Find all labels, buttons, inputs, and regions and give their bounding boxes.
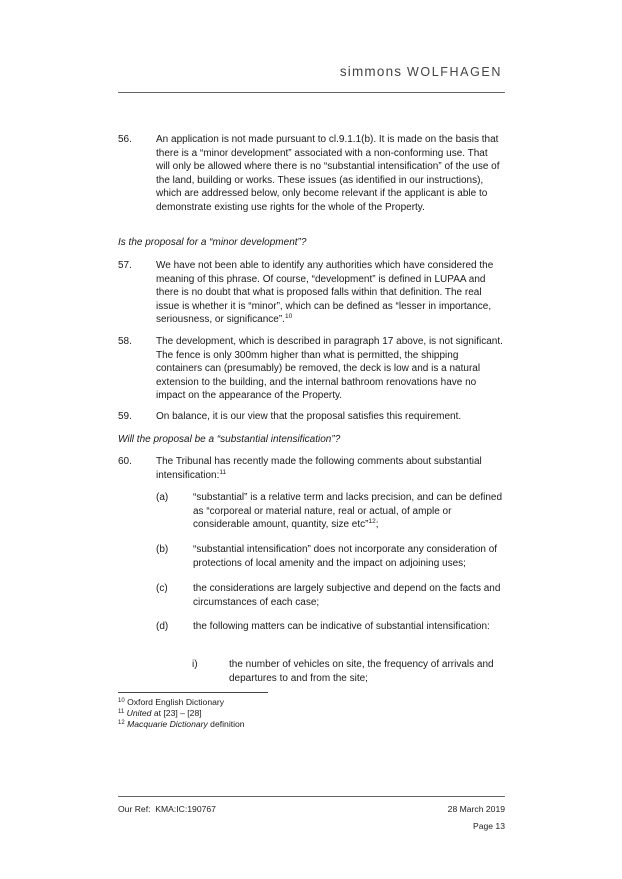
- sub-item-c: [156, 582, 516, 609]
- paragraph-text: On balance, it is our view that the proposal satisfies this requirement.: [156, 411, 462, 422]
- sub-item-tail: ;: [375, 519, 379, 531]
- paragraph-60: [118, 455, 518, 482]
- section-heading-minor-development: Is the proposal for a “minor development”?: [118, 237, 307, 248]
- paragraph-59: [118, 410, 518, 424]
- header-rule: [118, 92, 505, 93]
- footnote-number: 10: [118, 698, 125, 704]
- footnote-11: [118, 708, 202, 719]
- paragraph-number: 57.: [118, 260, 132, 271]
- paragraph-text: [156, 259, 504, 327]
- footnote-text: Oxford English Dictionary: [127, 697, 225, 707]
- sub-item-label: (d): [156, 621, 169, 632]
- sub-sub-item-text: the number of vehicles on site, the frequency of arrivals and departures to and from the site;: [229, 659, 494, 684]
- paragraph-58: [118, 335, 518, 403]
- paragraph-number: 58.: [118, 336, 132, 347]
- paragraph-text: [156, 455, 504, 482]
- sub-item-label: (b): [156, 544, 169, 555]
- footnote-12: [118, 719, 245, 730]
- paragraph-number: 56.: [118, 134, 132, 145]
- sub-item-label: (c): [156, 583, 168, 594]
- footnote-rule: [118, 692, 268, 693]
- footer-reference: [118, 804, 216, 814]
- footnote-10: [118, 697, 224, 708]
- footnote-number: 11: [118, 709, 125, 715]
- footer-ref-value: KMA:IC:190767: [155, 804, 216, 814]
- footer-date: 28 March 2019: [447, 804, 505, 814]
- paragraph-text: An application is not made pursuant to cl.9.1.1(b). It is made on the basis that there is a “minor development” associated with a non-conforming use. That will only be allowed where there is no “substantial intensification” of the use of the land, building or works. These issues (as identified in our instructions), which are addressed below, only become relevant if the applicant is able to demonstrate existing use rights for the whole of the Property.: [156, 134, 500, 213]
- paragraph-text: The development, which is described in paragraph 17 above, is not significant. The fence is only 300mm higher than what is permitted, the shipping containers can (presumably) be removed, the deck is low and is a natural extension to the building, and the internal bathroom renovations have no impact on the appearance of the Property.: [156, 336, 503, 402]
- footnote-ref: 10: [284, 313, 293, 321]
- paragraph-number: 59.: [118, 411, 132, 422]
- footnote-ref: 12: [368, 518, 376, 526]
- sub-item-label: (a): [156, 492, 169, 503]
- logo-word-wolfhagen: WOLFHAGEN: [407, 65, 502, 79]
- sub-item-text: the considerations are largely subjective and depend on the facts and circumstances of each case;: [193, 583, 501, 608]
- footer-page-number: Page 13: [472, 821, 505, 831]
- footnote-text: definition: [207, 719, 245, 729]
- sub-item-a: [156, 491, 516, 532]
- firm-logo: [340, 64, 502, 79]
- sub-item-d: [156, 620, 516, 634]
- paragraph-number: 60.: [118, 456, 132, 467]
- sub-item-text: “substantial intensification” does not incorporate any consideration of protections of local amenity and the impact on adjoining uses;: [193, 544, 498, 569]
- paragraph-body: The Tribunal has recently made the following comments about substantial intensification:: [156, 456, 482, 481]
- sub-sub-item-i: [192, 658, 512, 685]
- sub-item-text: [193, 491, 508, 532]
- sub-item-body: “substantial” is a relative term and lacks precision, and can be defined as “corporeal or material nature, real or actual, of ample or considerable amount, quantity, size etc”: [193, 492, 503, 531]
- footnote-italic: Macquarie Dictionary: [127, 719, 208, 729]
- sub-sub-item-label: i): [192, 659, 198, 670]
- footer-ref-label: Our Ref:: [118, 804, 151, 814]
- paragraph-56: [118, 133, 518, 215]
- footnote-number: 12: [118, 720, 125, 726]
- paragraph-body: We have not been able to identify any authorities which have considered the meaning of this phrase. Of course, “development” is defined in LUPAA and there is no doubt that what is proposed falls within that definition. The real issue is whether it is “minor”, which can be defined as “lesser in importance, seriousness, or significance”.: [156, 260, 494, 326]
- sub-item-text: the following matters can be indicative of substantial intensification:: [193, 621, 490, 632]
- logo-word-simmons: simmons: [339, 64, 403, 79]
- footnote-italic: United: [126, 708, 152, 718]
- footer-rule: [118, 796, 505, 797]
- footnote-text: at [23] – [28]: [151, 708, 202, 718]
- section-heading-substantial-intensification: Will the proposal be a “substantial intensification”?: [118, 434, 341, 445]
- paragraph-57: [118, 259, 518, 327]
- sub-item-b: [156, 543, 516, 570]
- footnote-ref: 11: [219, 468, 227, 476]
